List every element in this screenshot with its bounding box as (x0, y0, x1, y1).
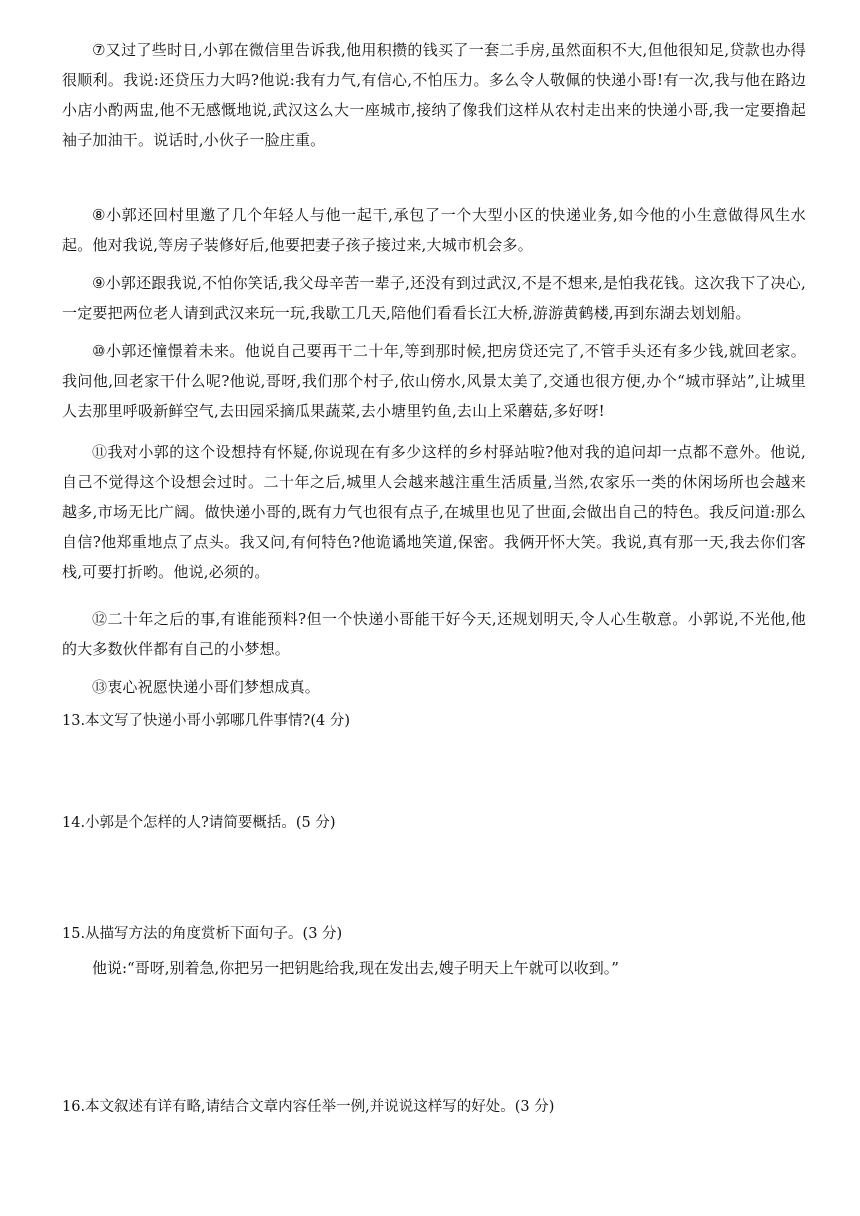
paragraph-number: ⑬ (92, 678, 108, 696)
paragraph-9 (62, 268, 806, 328)
paragraph-10 (62, 336, 806, 426)
paragraph-text: 衷心祝愿快递小哥们梦想成真。 (107, 678, 321, 696)
paragraph-number: ⑫ (92, 610, 108, 628)
question-15: 15.从描写方法的角度赏析下面句子。(3 分) (62, 926, 343, 942)
question-15-quote: 他说:“哥呀,别着急,你把另一把钥匙给我,现在发出去,嫂子明天上午就可以收到。” (92, 959, 619, 977)
paragraph-7 (62, 35, 806, 155)
paragraph-12 (62, 604, 806, 664)
paragraph-13 (62, 672, 806, 702)
question-14: 14.小郭是个怎样的人?请简要概括。(5 分) (62, 815, 336, 831)
paragraph-text: 小郭还回村里邀了几个年轻人与他一起干,承包了一个大型小区的快递业务,如今他的小生意做得风生水起。他对我说,等房子装修好后,他要把妻子孩子接过来,大城市机会多。 (62, 206, 806, 254)
paragraph-text: 小郭还跟我说,不怕你笑话,我父母辛苦一辈子,还没有到过武汉,不是不想来,是怕我花钱。这次我下了决心,一定要把两位老人请到武汉来玩一玩,我歇工几天,陪他们看看长江大桥,游游黄鹤楼,再到东湖去划划船。 (62, 274, 806, 322)
paragraph-text: 我对小郭的这个设想持有怀疑,你说现在有多少这样的乡村驿站啦?他对我的追问却一点都不意外。他说,自己不觉得这个设想会过时。二十年之后,城里人会越来越注重生活质量,当然,农家乐一类的休闲场所也会越来越多,市场无比广阔。做快递小哥的,既有力气也很有点子,在城里也见了世面,会做出自己的特色。我反问道:那么自信?他郑重地点了点头。我又问,有何特色?他诡谲地笑道,保密。我俩开怀大笑。我说,真有那一天,我去你们客栈,可要打折哟。他说,必须的。 (62, 443, 806, 581)
paragraph-number: ⑩ (92, 342, 106, 360)
paragraph-number: ⑪ (92, 443, 108, 461)
question-16: 16.本文叙述有详有略,请结合文章内容任举一例,并说说这样写的好处。(3 分) (62, 1099, 555, 1115)
question-13: 13.本文写了快递小哥小郭哪几件事情?(4 分) (62, 713, 350, 729)
paragraph-number: ⑨ (92, 274, 106, 292)
paragraph-8 (62, 200, 806, 260)
paragraph-11 (62, 437, 806, 587)
paragraph-text: 二十年之后的事,有谁能预料?但一个快递小哥能干好今天,还规划明天,令人心生敬意。小郭说,不光他,他的大多数伙伴都有自己的小梦想。 (62, 610, 807, 658)
paragraph-text: 小郭还憧憬着未来。他说自己要再干二十年,等到那时候,把房贷还完了,不管手头还有多少钱,就回老家。我问他,回老家干什么呢?他说,哥呀,我们那个村子,依山傍水,风景太美了,交通也很方便,办个“城市驿站”,让城里人去那里呼吸新鲜空气,去田园采摘瓜果蔬菜,去小塘里钓鱼,去山上采蘑菇,多好呀! (62, 342, 806, 420)
paragraph-text: 又过了些时日,小郭在微信里告诉我,他用积攒的钱买了一套二手房,虽然面积不大,但他很知足,贷款也办得很顺利。我说:还贷压力大吗?他说:我有力气,有信心,不怕压力。多么令人敬佩的快递小哥!有一次,我与他在路边小店小酌两盅,他不无感慨地说,武汉这么大一座城市,接纳了像我们这样从农村走出来的快递小哥,我一定要撸起袖子加油干。说话时,小伙子一脸庄重。 (62, 41, 806, 149)
paragraph-number: ⑦ (92, 41, 106, 59)
paragraph-number: ⑧ (92, 206, 107, 224)
